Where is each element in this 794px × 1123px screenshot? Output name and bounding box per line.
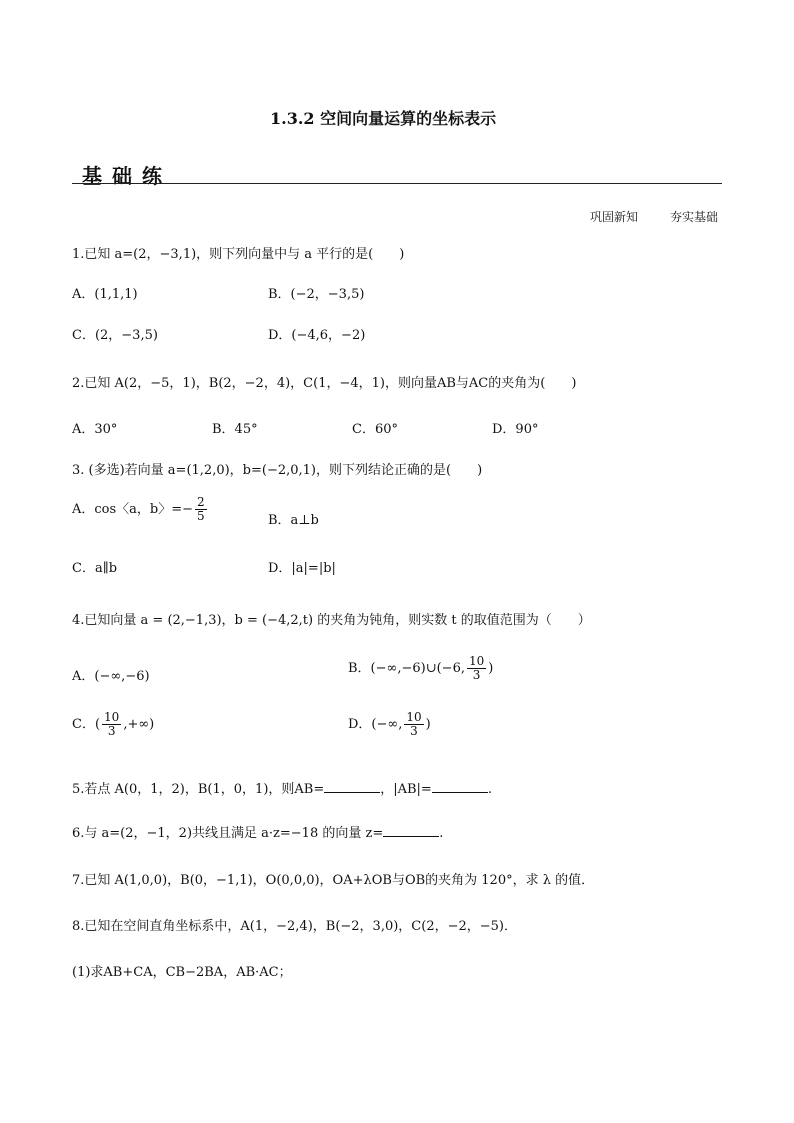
question-8-stem: 8.已知在空间直角坐标系中，A(1，−2,4)，B(−2，3,0)，C(2，−2，−5)． [72,919,517,934]
question-5-stem: 5.若点 A(0，1，2)，B(1，0，1)，则AB= ，|AB|= . [72,782,492,797]
question-3-stem: 3. (多选)若向量 a=(1,2,0)，b=(−2,0,1)，则下列结论正确的是( ) [72,463,483,478]
section-heading: 基础练 [82,164,172,188]
question-1-option-a: A．(1,1,1) [72,287,138,302]
question-4-option-a: A．(−∞,−6) [72,669,150,684]
question-1-option-b: B．(−2，−3,5) [268,287,365,302]
question-2-option-b: B．45° [212,422,258,437]
question-3-option-c: C．a∥b [72,561,118,576]
question-2-option-a: A．30° [72,422,118,437]
question-1-stem: 1.已知 a=(2，−3,1)，则下列向量中与 a 平行的是( ) [72,247,405,262]
answer-blank[interactable] [432,780,488,793]
question-3-option-a-text: A．cos〈a，b〉=− [72,502,194,517]
question-3-option-a [72,496,209,523]
tag-consolidate: 巩固新知 [590,210,639,224]
section-divider [72,183,722,184]
question-4-option-c: C．( $\frac{10}{3}$ ,+∞) [72,710,155,738]
answer-blank[interactable] [324,780,380,793]
question-2-option-c: C．60° [352,422,398,437]
page-title: 1.3.2 空间向量运算的坐标表示 [270,109,497,128]
answer-blank[interactable] [383,824,439,837]
question-2-stem: 2.已知 A(2，−5，1)，B(2，−2，4)，C(1，−4，1)，则向量AB与AC的夹角为( ) [72,376,577,391]
question-4-option-b: B．(−∞,−6)∪(−6, $\frac{10}{3}$ ) [348,654,494,682]
question-1-option-d: D．(−4,6，−2) [268,328,366,343]
question-7-stem: 7.已知 A(1,0,0)，B(0，−1,1)，O(0,0,0)，OA+λOB与OB的夹角为 120°，求 λ 的值． [72,873,595,888]
fraction: $\frac{10}{3}$ [468,654,485,682]
fraction: $\frac{2}{5}$ [197,495,205,523]
question-8-subquestion-1: (1)求AB+CA，CB−2BA，AB·AC； [72,965,292,980]
question-1-option-c: C．(2，−3,5) [72,328,158,343]
question-4-stem: 4.已知向量 a = (2,−1,3)，b = (−4,2,t) 的夹角为钝角，则实数 t 的取值范围为（ ） [72,613,591,628]
question-6-stem: 6.与 a=(2，−1，2)共线且满足 a·z=−18 的向量 z= . [72,826,444,841]
question-2-option-d: D．90° [492,422,539,437]
fraction: $\frac{10}{3}$ [406,710,422,738]
fraction: $\frac{10}{3}$ [104,710,120,738]
question-4-option-d: D．(−∞, $\frac{10}{3}$ ) [348,710,431,738]
question-3-option-b: B．a⊥b [268,513,319,528]
tag-foundation: 夯实基础 [670,210,719,224]
question-3-option-d: D．|a|=|b| [268,561,336,576]
